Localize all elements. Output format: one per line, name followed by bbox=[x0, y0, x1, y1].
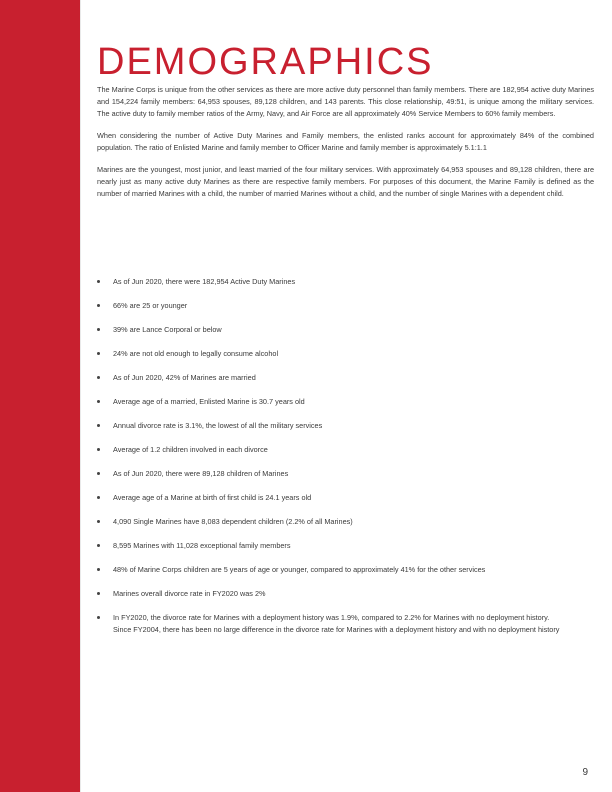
list-item bbox=[97, 588, 567, 600]
list-item bbox=[97, 276, 567, 288]
bullet-icon bbox=[97, 472, 100, 475]
list-item bbox=[97, 420, 567, 432]
list-item bbox=[97, 612, 567, 636]
bullet-icon bbox=[97, 568, 100, 571]
list-item bbox=[97, 492, 567, 504]
list-item-text: Average of 1.2 children involved in each divorce bbox=[113, 445, 268, 454]
list-item-text: 66% are 25 or younger bbox=[113, 301, 188, 310]
bullet-icon bbox=[97, 400, 100, 403]
bullet-icon bbox=[97, 376, 100, 379]
list-item-text: Average age of a Marine at birth of first child is 24.1 years old bbox=[113, 493, 312, 502]
bullet-icon bbox=[97, 328, 100, 331]
list-item-text: 4,090 Single Marines have 8,083 dependent children (2.2% of all Marines) bbox=[113, 517, 353, 526]
bullet-icon bbox=[97, 544, 100, 547]
list-item bbox=[97, 324, 567, 336]
list-item bbox=[97, 540, 567, 552]
list-item bbox=[97, 348, 567, 360]
bullet-icon bbox=[97, 424, 100, 427]
bullet-icon bbox=[97, 616, 100, 619]
page-title: DEMOGRAPHICS bbox=[97, 41, 434, 83]
list-item bbox=[97, 468, 567, 480]
list-item-text: Annual divorce rate is 3.1%, the lowest of all the military services bbox=[113, 421, 323, 430]
band-divider bbox=[80, 0, 81, 792]
list-item-text: As of Jun 2020, there were 182,954 Active Duty Marines bbox=[113, 277, 296, 286]
list-item-text: 39% are Lance Corporal or below bbox=[113, 325, 222, 334]
list-item bbox=[97, 516, 567, 528]
bullet-icon bbox=[97, 280, 100, 283]
bullet-icon bbox=[97, 592, 100, 595]
bullet-icon bbox=[97, 304, 100, 307]
bullet-icon bbox=[97, 520, 100, 523]
list-item-text: Marines overall divorce rate in FY2020 was 2% bbox=[113, 589, 266, 598]
list-item-text: 8,595 Marines with 11,028 exceptional family members bbox=[113, 541, 291, 550]
list-item-text: As of Jun 2020, 42% of Marines are married bbox=[113, 373, 256, 382]
list-item-text: As of Jun 2020, there were 89,128 children of Marines bbox=[113, 469, 289, 478]
list-item bbox=[97, 396, 567, 408]
paragraph: When considering the number of Active Duty Marines and Family members, the enlisted ranks account for approximately 84% of the combined population. The ratio of Enlisted Marine and family member to Officer Marine and family member is approximately 5.1:1.1 bbox=[97, 131, 594, 152]
paragraph: The Marine Corps is unique from the other services as there are more active duty personnel than family members. There are 182,954 active duty Marines and 154,224 family members: 64,953 spouses, 89,128 children, and 143 parents. This close relationship, 49:51, is unique among the military services. The active duty to family member ratios of the Army, Navy, and Air Force are all approximately 40% Service Members to 60% family members. bbox=[97, 85, 594, 118]
bullet-icon bbox=[97, 352, 100, 355]
list-item-text: Average age of a married, Enlisted Marine is 30.7 years old bbox=[113, 397, 305, 406]
list-item bbox=[97, 444, 567, 456]
statistics-list bbox=[97, 276, 567, 648]
list-item bbox=[97, 564, 567, 576]
left-red-band bbox=[0, 0, 80, 792]
page-number: 9 bbox=[582, 767, 588, 778]
list-item bbox=[97, 372, 567, 384]
list-item bbox=[97, 300, 567, 312]
bullet-icon bbox=[97, 496, 100, 499]
bullet-icon bbox=[97, 448, 100, 451]
list-item-text: In FY2020, the divorce rate for Marines with a deployment history was 1.9%, compared to 2.2% for Marines with no deployment history. Since FY2004, there has been no large difference in the divorce rate for Marines with a deployment history and with no deployment history bbox=[113, 613, 560, 634]
paragraph: Marines are the youngest, most junior, and least married of the four military services. With approximately 64,953 spouses and 89,128 children, there are nearly just as many active duty Marines as there are respective family members. For purposes of this document, the Marine Family is defined as the number of married Marines with a child, the number of married Marines without a child, and the number of single Marines with a dependent child. bbox=[97, 165, 594, 198]
list-item-text: 24% are not old enough to legally consume alcohol bbox=[113, 349, 279, 358]
intro-paragraphs bbox=[97, 84, 594, 210]
list-item-text: 48% of Marine Corps children are 5 years of age or younger, compared to approximately 41% for the other services bbox=[113, 565, 486, 574]
